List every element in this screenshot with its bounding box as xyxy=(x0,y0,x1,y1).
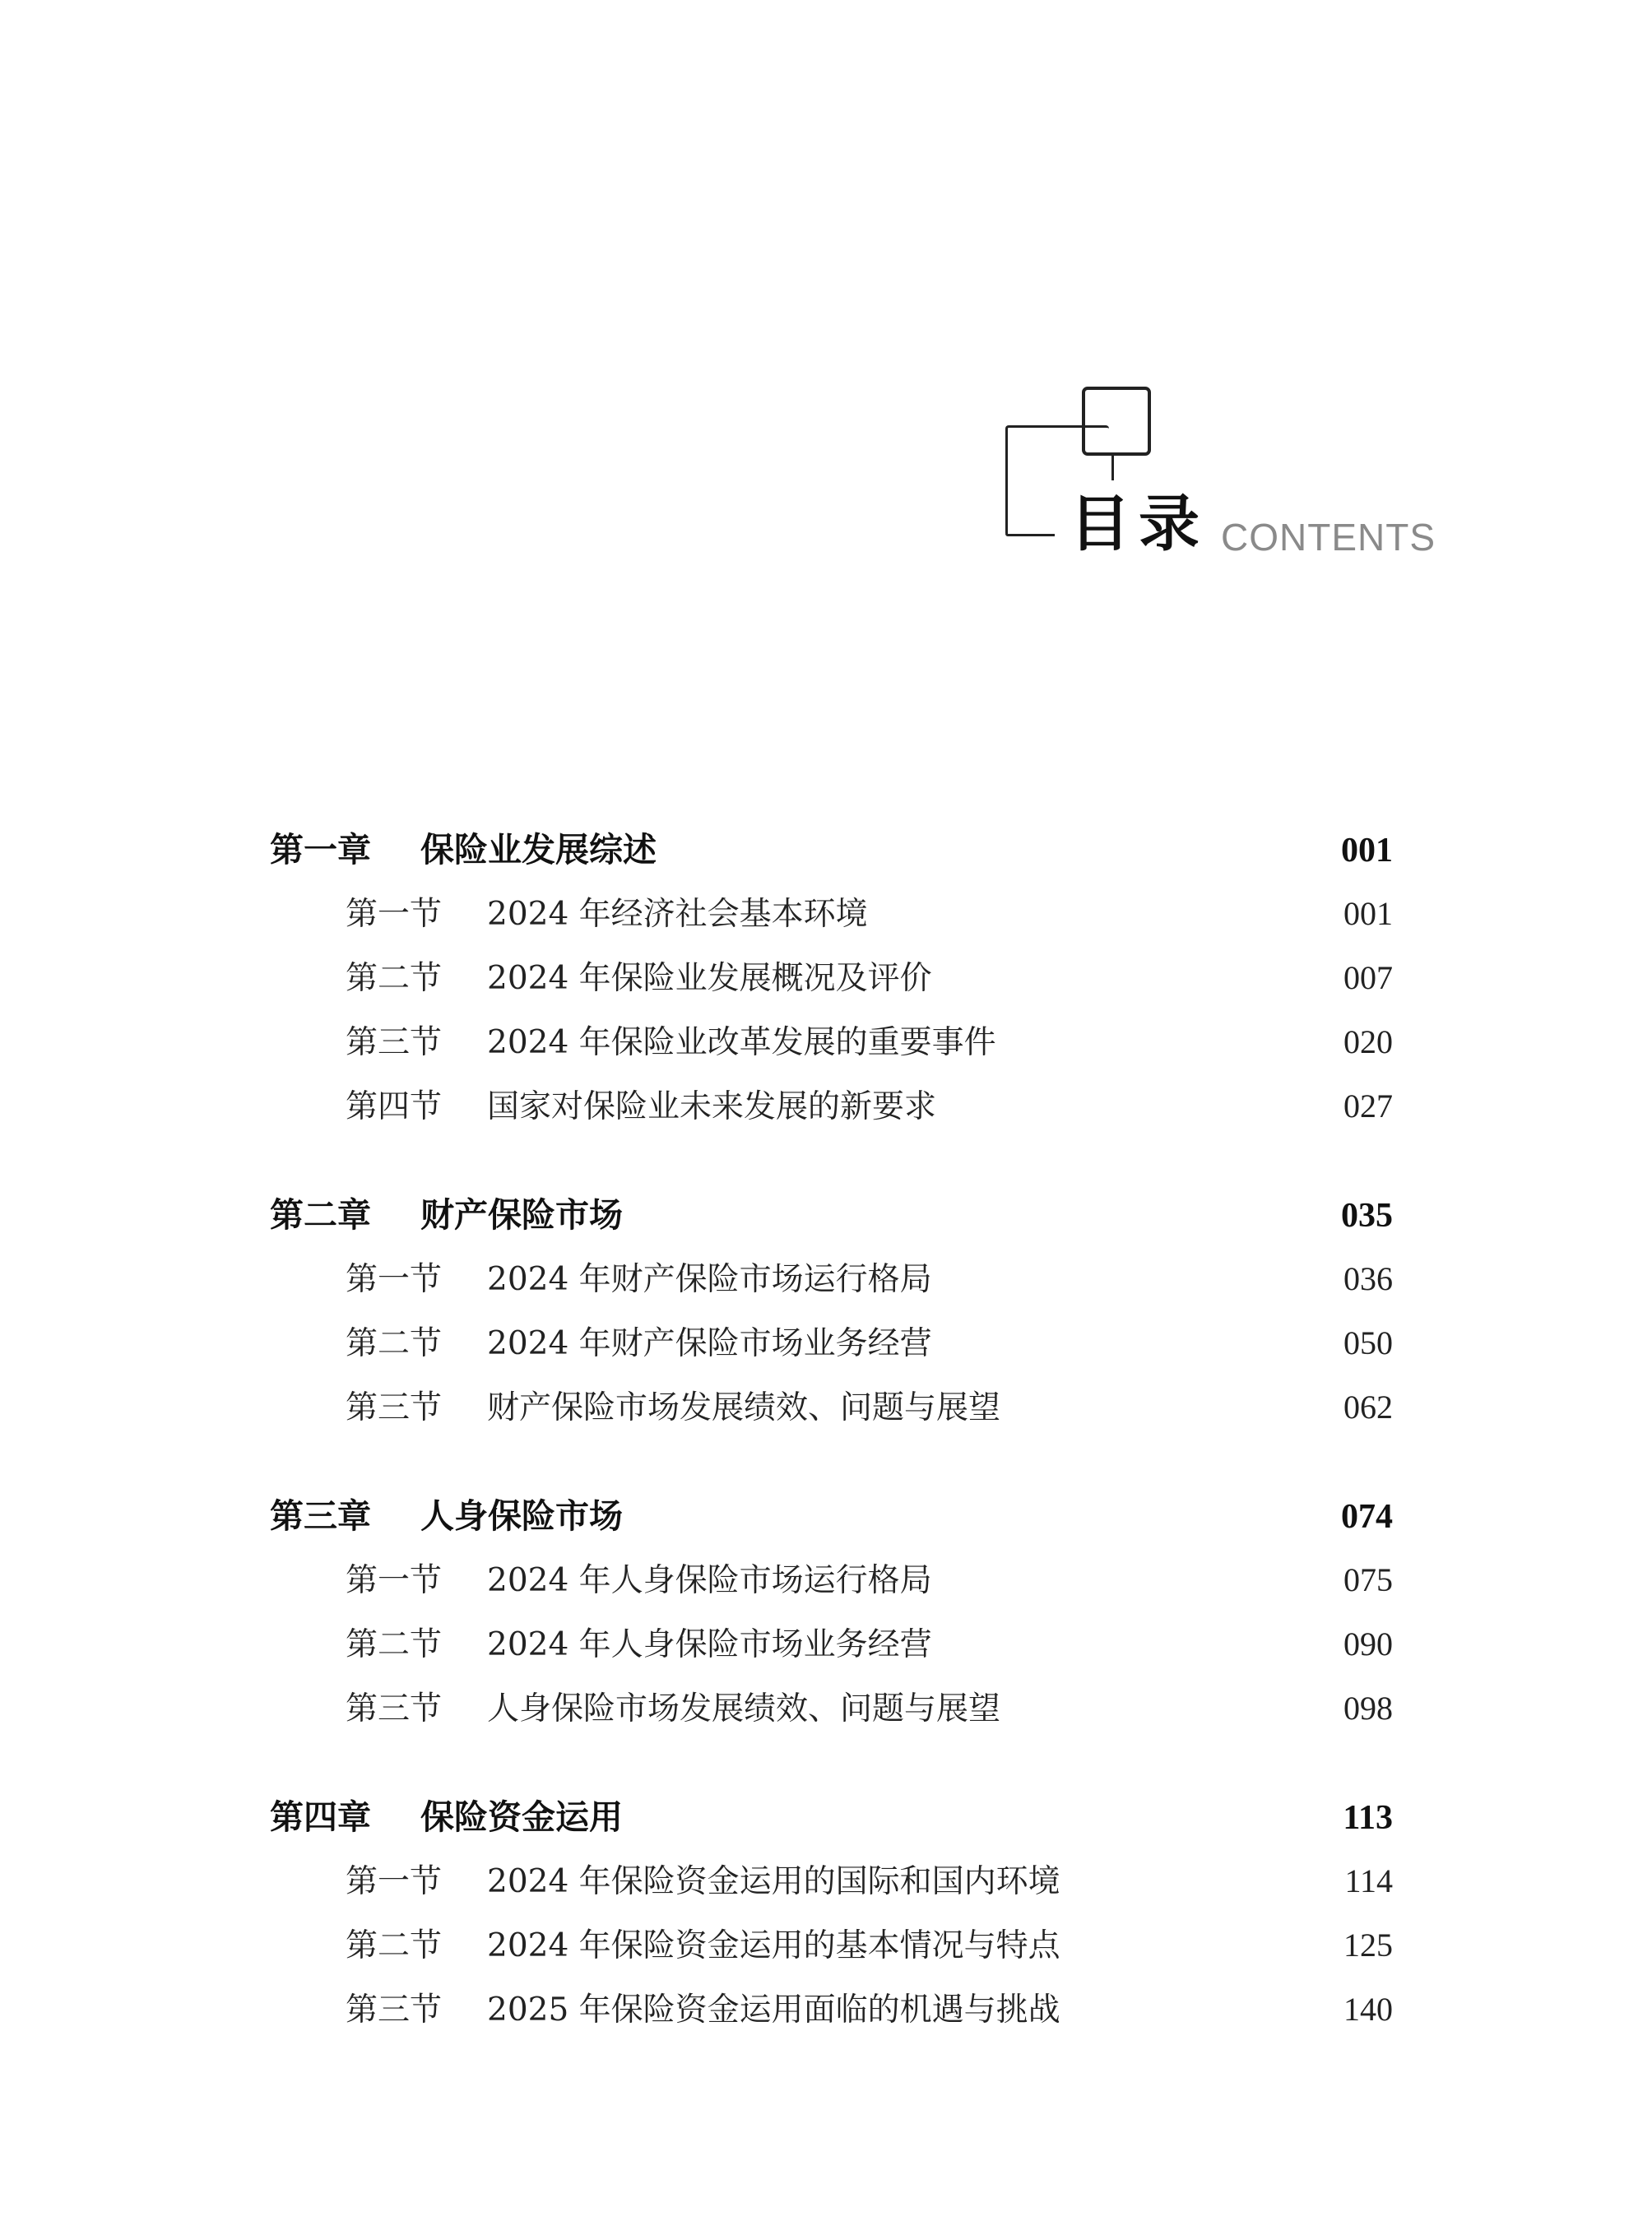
heading-frame-small xyxy=(1082,387,1151,456)
section-label: 第一节 xyxy=(346,1261,443,1298)
section-row[interactable] xyxy=(270,1984,1393,2048)
section-title: 2024 年财产保险市场运行格局 xyxy=(487,1261,932,1298)
section-row[interactable] xyxy=(270,953,1393,1017)
section-label: 第二节 xyxy=(346,960,443,997)
section-page-number: 140 xyxy=(1343,1991,1393,2028)
chapter-1 xyxy=(270,823,1393,1145)
section-row[interactable] xyxy=(270,1856,1393,1920)
chapter-title: 人身保险市场 xyxy=(420,1496,623,1536)
section-label: 第四节 xyxy=(346,1088,443,1125)
chapter-row[interactable] xyxy=(270,1489,1393,1555)
section-row[interactable] xyxy=(270,1382,1393,1446)
chapter-row[interactable] xyxy=(270,823,1393,888)
section-title: 2024 年保险业改革发展的重要事件 xyxy=(487,1024,996,1061)
section-label: 第三节 xyxy=(346,1024,443,1061)
section-row[interactable] xyxy=(270,1555,1393,1619)
chapter-page-number: 074 xyxy=(1341,1498,1393,1536)
chapter-label: 第二章 xyxy=(270,1195,371,1235)
section-page-number: 036 xyxy=(1343,1260,1393,1297)
section-page-number: 114 xyxy=(1344,1862,1393,1899)
section-row[interactable] xyxy=(270,1619,1393,1683)
section-label: 第三节 xyxy=(346,1992,443,2029)
section-title: 2024 年保险业发展概况及评价 xyxy=(487,960,932,997)
section-page-number: 050 xyxy=(1343,1324,1393,1361)
section-title: 2024 年经济社会基本环境 xyxy=(487,896,868,933)
section-row[interactable] xyxy=(270,1254,1393,1318)
section-page-number: 020 xyxy=(1343,1023,1393,1060)
section-label: 第二节 xyxy=(346,1325,443,1362)
heading-frame-connector xyxy=(1111,456,1114,480)
chapter-title: 保险业发展综述 xyxy=(420,830,657,869)
section-title: 国家对保险业未来发展的新要求 xyxy=(487,1088,937,1125)
section-label: 第一节 xyxy=(346,896,443,933)
section-label: 第一节 xyxy=(346,1562,443,1599)
toc-heading-zh: 目录 xyxy=(1070,489,1208,559)
chapter-row[interactable] xyxy=(270,1188,1393,1254)
chapter-2 xyxy=(270,1188,1393,1446)
section-label: 第三节 xyxy=(346,1690,443,1727)
section-row[interactable] xyxy=(270,1683,1393,1747)
section-page-number: 062 xyxy=(1343,1389,1393,1426)
section-page-number: 075 xyxy=(1343,1561,1393,1598)
section-title: 2024 年保险资金运用的国际和国内环境 xyxy=(487,1863,1060,1900)
chapter-title: 财产保险市场 xyxy=(420,1195,623,1235)
chapter-row[interactable] xyxy=(270,1790,1393,1856)
section-title: 2025 年保险资金运用面临的机遇与挑战 xyxy=(487,1992,1060,2029)
section-page-number: 125 xyxy=(1343,1927,1393,1964)
section-row[interactable] xyxy=(270,1081,1393,1145)
section-title: 财产保险市场发展绩效、问题与展望 xyxy=(487,1389,1001,1426)
chapter-title: 保险资金运用 xyxy=(420,1797,623,1837)
section-page-number: 098 xyxy=(1343,1690,1393,1727)
section-label: 第三节 xyxy=(346,1389,443,1426)
section-page-number: 027 xyxy=(1343,1087,1393,1124)
chapter-3 xyxy=(270,1489,1393,1747)
heading-frame-large-tail xyxy=(1005,534,1055,536)
section-label: 第二节 xyxy=(346,1927,443,1964)
section-title: 2024 年保险资金运用的基本情况与特点 xyxy=(487,1927,1060,1964)
chapter-label: 第一章 xyxy=(270,830,371,869)
section-title: 2024 年人身保险市场业务经营 xyxy=(487,1626,932,1663)
section-title: 2024 年人身保险市场运行格局 xyxy=(487,1562,932,1599)
section-title: 人身保险市场发展绩效、问题与展望 xyxy=(487,1690,1001,1727)
section-row[interactable] xyxy=(270,1017,1393,1081)
chapter-page-number: 113 xyxy=(1343,1799,1393,1837)
toc-heading-en: CONTENTS xyxy=(1221,516,1436,559)
table-of-contents xyxy=(270,823,1393,2091)
section-row[interactable] xyxy=(270,888,1393,953)
section-page-number: 007 xyxy=(1343,959,1393,996)
section-label: 第二节 xyxy=(346,1626,443,1663)
section-page-number: 090 xyxy=(1343,1625,1393,1662)
section-page-number: 001 xyxy=(1343,895,1393,932)
section-label: 第一节 xyxy=(346,1863,443,1900)
chapter-page-number: 001 xyxy=(1341,832,1393,869)
section-title: 2024 年财产保险市场业务经营 xyxy=(487,1325,932,1362)
chapter-4 xyxy=(270,1790,1393,2048)
chapter-label: 第三章 xyxy=(270,1496,371,1536)
section-row[interactable] xyxy=(270,1920,1393,1984)
chapter-label: 第四章 xyxy=(270,1797,371,1837)
section-row[interactable] xyxy=(270,1318,1393,1382)
chapter-page-number: 035 xyxy=(1341,1197,1393,1235)
